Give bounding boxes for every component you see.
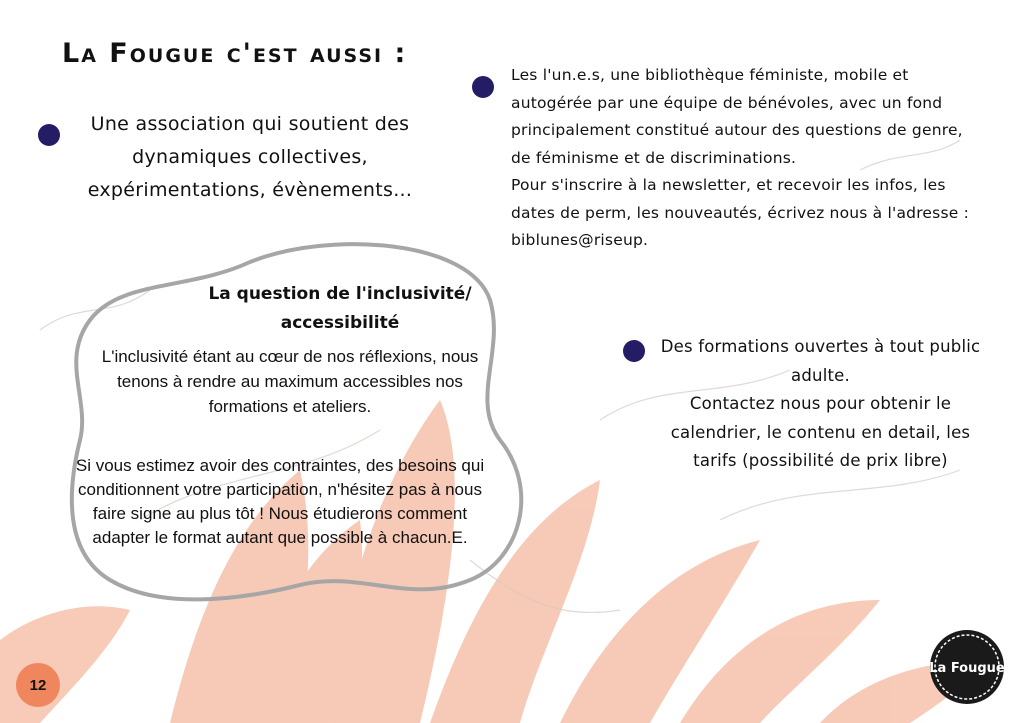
page-number-badge: 12 — [16, 663, 60, 707]
logo-text: La Fougue — [929, 661, 1005, 676]
inclusivity-paragraph-2: Si vous estimez avoir des contraintes, des besoins qui conditionnent votre participation, n'hésitez pas à nous faire signe au plus tôt ! Nous étudierons comment adapter le format autant que possible à chacun.E. — [75, 456, 485, 547]
bibliotheque-paragraph-1: Les l'un.e.s, une bibliothèque féministe, mobile et autogérée par une équipe de bénévoles, avec un fond principalement constitué autour des questions de genre, de féminisme et de discriminations. — [511, 66, 963, 167]
inclusivity-heading: La question de l'inclusivité/ accessibilité — [208, 284, 472, 333]
association-text: Une association qui soutient des dynamiques collectives, expérimentations, évènements... — [87, 113, 413, 201]
la-fougue-logo — [928, 628, 1006, 706]
bullet-dot — [623, 340, 645, 362]
formations-line-2: Contactez nous pour obtenir le calendrier, le contenu en detail, les tarifs (possibilité de prix libre) — [670, 394, 971, 470]
inclusivity-paragraph-1: L'inclusivité étant au cœur de nos réflexions, nous tenons à rendre au maximum accessibles nos formations et ateliers. — [101, 347, 479, 416]
formations-section — [648, 333, 993, 476]
bibliotheque-section — [511, 62, 981, 255]
bibliotheque-paragraph-2: Pour s'inscrire à la newsletter, et recevoir les infos, les dates de perm, les nouveautés, écrivez nous à l'adresse : biblunes@riseup. — [511, 176, 970, 249]
bullet-dot — [38, 124, 60, 146]
page-title: La Fougue c'est aussi : — [62, 38, 408, 69]
bullet-dot — [472, 76, 494, 98]
formations-line-1: Des formations ouvertes à tout public adulte. — [660, 337, 981, 385]
